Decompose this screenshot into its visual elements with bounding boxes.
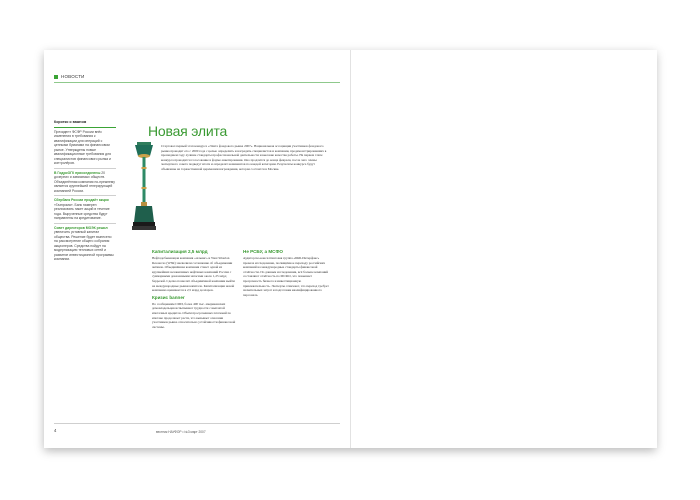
sidebar-item-text: увеличить уставный капитал общества. Решение будет вынесено на рассмотрение общего собрания акционеров. Средства пойдут на модернизацию тепловых сетей и развитие инвестиционной программы компании.	[54, 230, 114, 261]
page-number: 4	[54, 428, 57, 433]
sidebar-item-text: Президент ФСФР России внёс изменения в требования к квалификации для операций с ценными бумагами на финансовом рынке. Утверждены новые квалификационные требования для специалистов финансового рынка и контролёров.	[54, 129, 111, 165]
sidebar-item	[54, 171, 116, 194]
section-header	[54, 74, 85, 79]
article-column-1	[152, 247, 238, 331]
section-text: По сообщениям СМИ, более 400 тыс. американских домовладельцев испытывают трудности с выплатой ипотечных кредитов. Объём просроченных платежей по ипотеке продолжает расти, что вызывает опасения участников рынка относительно устойчивости финансовой системы.	[152, 301, 236, 329]
footer-publication: вестник НАУФОР • №3 март 2007	[156, 430, 206, 434]
sidebar-item-text: 20 дочерних и зависимых обществ. Объединённая компания по-прежнему является крупнейшей генерирующей компанией России.	[54, 170, 115, 193]
sidebar-item-text: «Газпрома». Банк намерен реализовать пакет акций в течение года. Вырученные средства будут направлены на кредитование.	[54, 202, 110, 220]
footer-rule	[54, 423, 340, 424]
sidebar-item	[54, 130, 116, 166]
sidebar-rule	[54, 127, 116, 128]
section-text: Нефтедобывающая компания «Альянс» и West Siberian Resources (WSR) заключили соглашение об объединении активов. Объединённая компания станет одной из крупнейших независимых нефтяных компаний России с суммарными доказанными запасами около 1,25 млрд баррелей. Сделка позволит объединённой компании выйти на международные рынки капитала. Капитализация новой компании оценивается в 2,5 млрд долларов.	[152, 256, 235, 293]
section-label: НОВОСТИ	[61, 74, 85, 79]
right-page	[350, 50, 657, 448]
sidebar-item-lead: В ГидроОГК присоединены	[54, 170, 101, 175]
section-heading: Не РСБУ, а МСФО	[243, 249, 283, 254]
sidebar-divider	[54, 195, 116, 196]
section-heading: Капитализация 2,5 млрд	[152, 249, 208, 254]
article-intro: Стартовал первый этап конкурса «Элита фондового рынка 2007». Национальная ассоциация участников фондового рынка проводит его с 2000 года с целью определить и наградить специалистов и компании, продемонстрировавших в прошедшем году лучшие стандарты профессиональной деятельности и высокие качества работы. На первом этапе конкурса проводится голосование в форме анкетирования. Оно продлится до конца февраля, после чего члены экспертного совета подведут итоги и определят номинантов по каждой категории. Результаты конкурса будут объявлены на торжественной церемонии награждения, которая состоится в Москве.	[161, 144, 327, 171]
sidebar-item-lead: Сбербанк России продаёт акции	[54, 198, 109, 202]
left-page	[44, 50, 350, 448]
news-sidebar	[54, 120, 116, 264]
section-text: Аудиторско-консалтинговая группа «БКБ-Интерфакс» провела исследование, посвящённое переходу российских компаний на международные стандарты финансовой отчётности. По данным исследования, всё больше компаний составляют отчётность по МСФО, что повышает прозрачность бизнеса и инвестиционную привлекательность. Эксперты отмечают, что переход требует значительных затрат и подготовки квалифицированного персонала.	[243, 256, 329, 297]
article-column-2	[243, 247, 329, 299]
article-title: Новая элита	[148, 123, 228, 139]
header-rule	[54, 82, 340, 83]
section-heading: Кризис banner	[152, 294, 185, 300]
sidebar-item	[54, 198, 116, 221]
sidebar-divider	[54, 223, 116, 224]
magazine-spread	[44, 50, 656, 448]
sidebar-divider	[54, 168, 116, 169]
section-marker-icon	[54, 75, 58, 79]
sidebar-item-lead: Совет директоров МОЭК решил	[54, 225, 108, 230]
sidebar-item	[54, 226, 116, 262]
sidebar-title: Коротко о важном	[54, 120, 87, 124]
trophy-image	[130, 142, 158, 232]
